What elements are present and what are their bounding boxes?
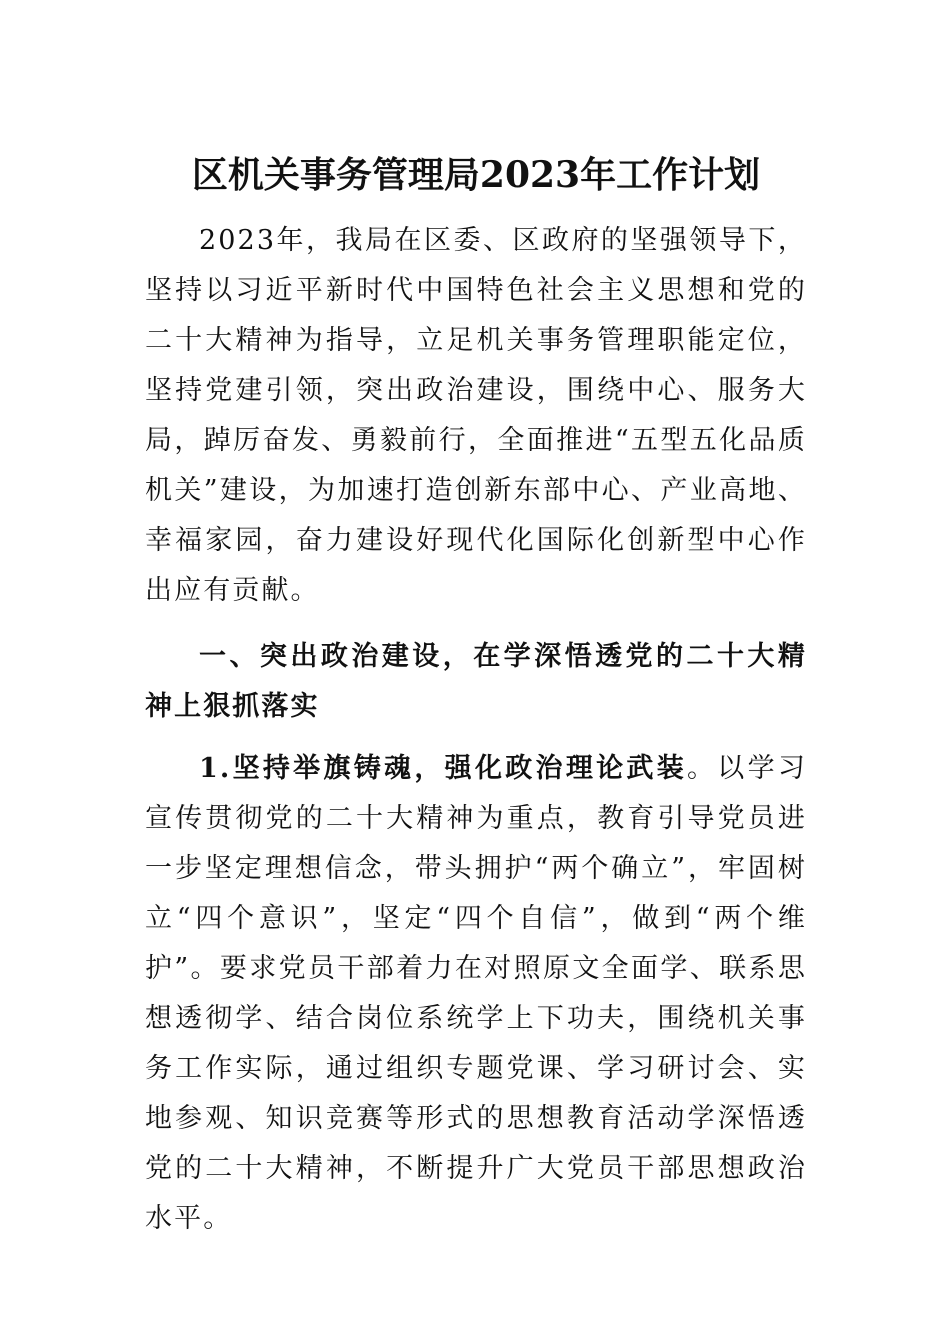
document-page: [145, 150, 807, 1244]
section-1-item-1: [145, 744, 807, 1244]
item-1-lead: 1.坚持举旗铸魂，强化政治理论武装: [199, 753, 688, 784]
section-1-heading: 一、突出政治建设，在学深悟透党的二十大精神上狠抓落实: [145, 641, 807, 722]
item-1-body: 。以学习宣传贯彻党的二十大精神为重点，教育引导党员进一步坚定理想信念，带头拥护“两个确立”，牢固树立“四个意识”，坚定“四个自信”，做到“两个维护”。要求党员干部着力在对照原文全面学、联系思想透彻学、结合岗位系统学上下功夫，围绕机关事务工作实际，通过组织专题党课、学习研讨会、实地参观、知识竞赛等形式的思想教育活动学深悟透党的二十大精神，不断提升广大党员干部思想政治水平。: [145, 753, 808, 1234]
document-title: 区机关事务管理局2023年工作计划: [191, 154, 761, 196]
intro-paragraph: 2023年，我局在区委、区政府的坚强领导下，坚持以习近平新时代中国特色社会主义思想和党的二十大精神为指导，立足机关事务管理职能定位，坚持党建引领，突出政治建设，围绕中心、服务大局，踔厉奋发、勇毅前行，全面推进“五型五化品质机关”建设，为加速打造创新东部中心、产业高地、幸福家园，奋力建设好现代化国际化创新型中心作出应有贡献。: [145, 225, 807, 606]
